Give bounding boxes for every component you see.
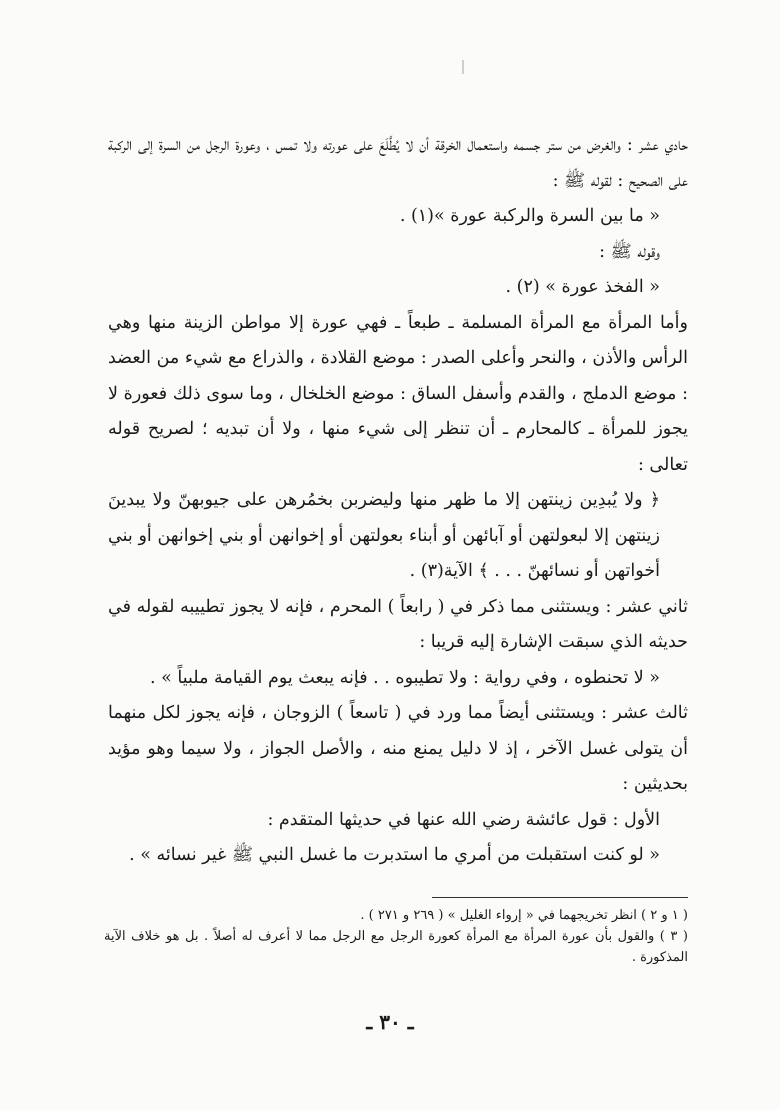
footnotes [104,905,688,968]
paragraph-woman-awrah: وأما المرأة مع المرأة المسلمة ـ طبعاً ـ فهي عورة إلا مواطن الزينة منها وهي الرأس والأذن ، والنحر وأعلى الصدر : موضع القلادة ، والذراع مع شيء من العضد : موضع الدملج ، والقدم وأسفل الساق : موضع الخلخال ، وما سوى ذلك فعورة لا يجوز للمرأة ـ كالمحارم ـ أن تنظر إلى شيء منها ، ولا أن تبديه ؛ لصريح قوله تعالى : [108,312,688,475]
hadith-quote-3: « لا تحنطوه ، وفي رواية : ولا تطيبوه . . فإنه يبعث يوم القيامة ملبياً » . [149,667,660,688]
paragraph-eleventh: حادي عشر : والغرض من ستر جسمه واستعمال الخرقة أن لا يُطَّلَعَ على عورته ولا تمس ، وعورة الرجل من السرة إلى الركبة على الصحيح : لقوله ﷺ : [108,135,688,191]
hadith-quote-2: « الفخذ عورة » (٢) . [505,277,660,297]
paragraph-his-saying: وقوله ﷺ : [599,241,660,262]
scan-speck [462,60,464,74]
main-text [108,128,688,874]
paragraph-thirteenth: ثالث عشر : ويستثنى أيضاً مما ورد في ( تاسعاً ) الزوجان ، فإنه يجوز لكل منهما أن يتولى غسل الآخر ، إذ لا دليل يمنع منه ، والأصل الجواز ، ولا سيما وهو مؤيد بحديثين : [108,703,688,794]
page-number: ـ ٣٠ ـ [366,1010,414,1034]
footnote-divider [432,897,688,898]
quran-verse-quote: ﴿ ولا يُبدِين زينتهن إلا ما ظهر منها وليضربن بخمُرهن على جيوبهنّ ولا يبدينَ زينتهن إلا لبعولتهن أو آبائهن أو أبناء بعولتهن أو إخوانهن أو بني إخوانهن أو بني أخواتهن أو نسائهنّ . . . ﴾ الآية(٣) . [108,490,660,581]
footnote-3: ( ٣ ) والقول بأن عورة المرأة مع المرأة كعورة الرجل مع الرجل مما لا أعرف له أصلاً . بل هو خلاف الآية المذكورة . [104,929,688,965]
paragraph-first-hadith: الأول : قول عائشة رضي الله عنها في حديثها المتقدم : [267,809,660,830]
footnote-1-2: ( ١ و ٢ ) انظر تخريجهما في « إرواء الغليل » ( ٢٦٩ و ٢٧١ ) . [360,908,688,923]
hadith-quote-4: « لو كنت استقبلت من أمري ما استدبرت ما غسل النبي ﷺ غير نسائه » . [129,845,660,865]
paragraph-twelfth: ثاني عشر : ويستثنى مما ذكر في ( رابعاً ) المحرم ، فإنه لا يجوز تطييبه لقوله في حديثه الذي سبقت الإشارة إليه قريبا : [108,596,688,652]
hadith-quote-1: « ما بين السرة والركبة عورة »(١) . [399,206,660,226]
